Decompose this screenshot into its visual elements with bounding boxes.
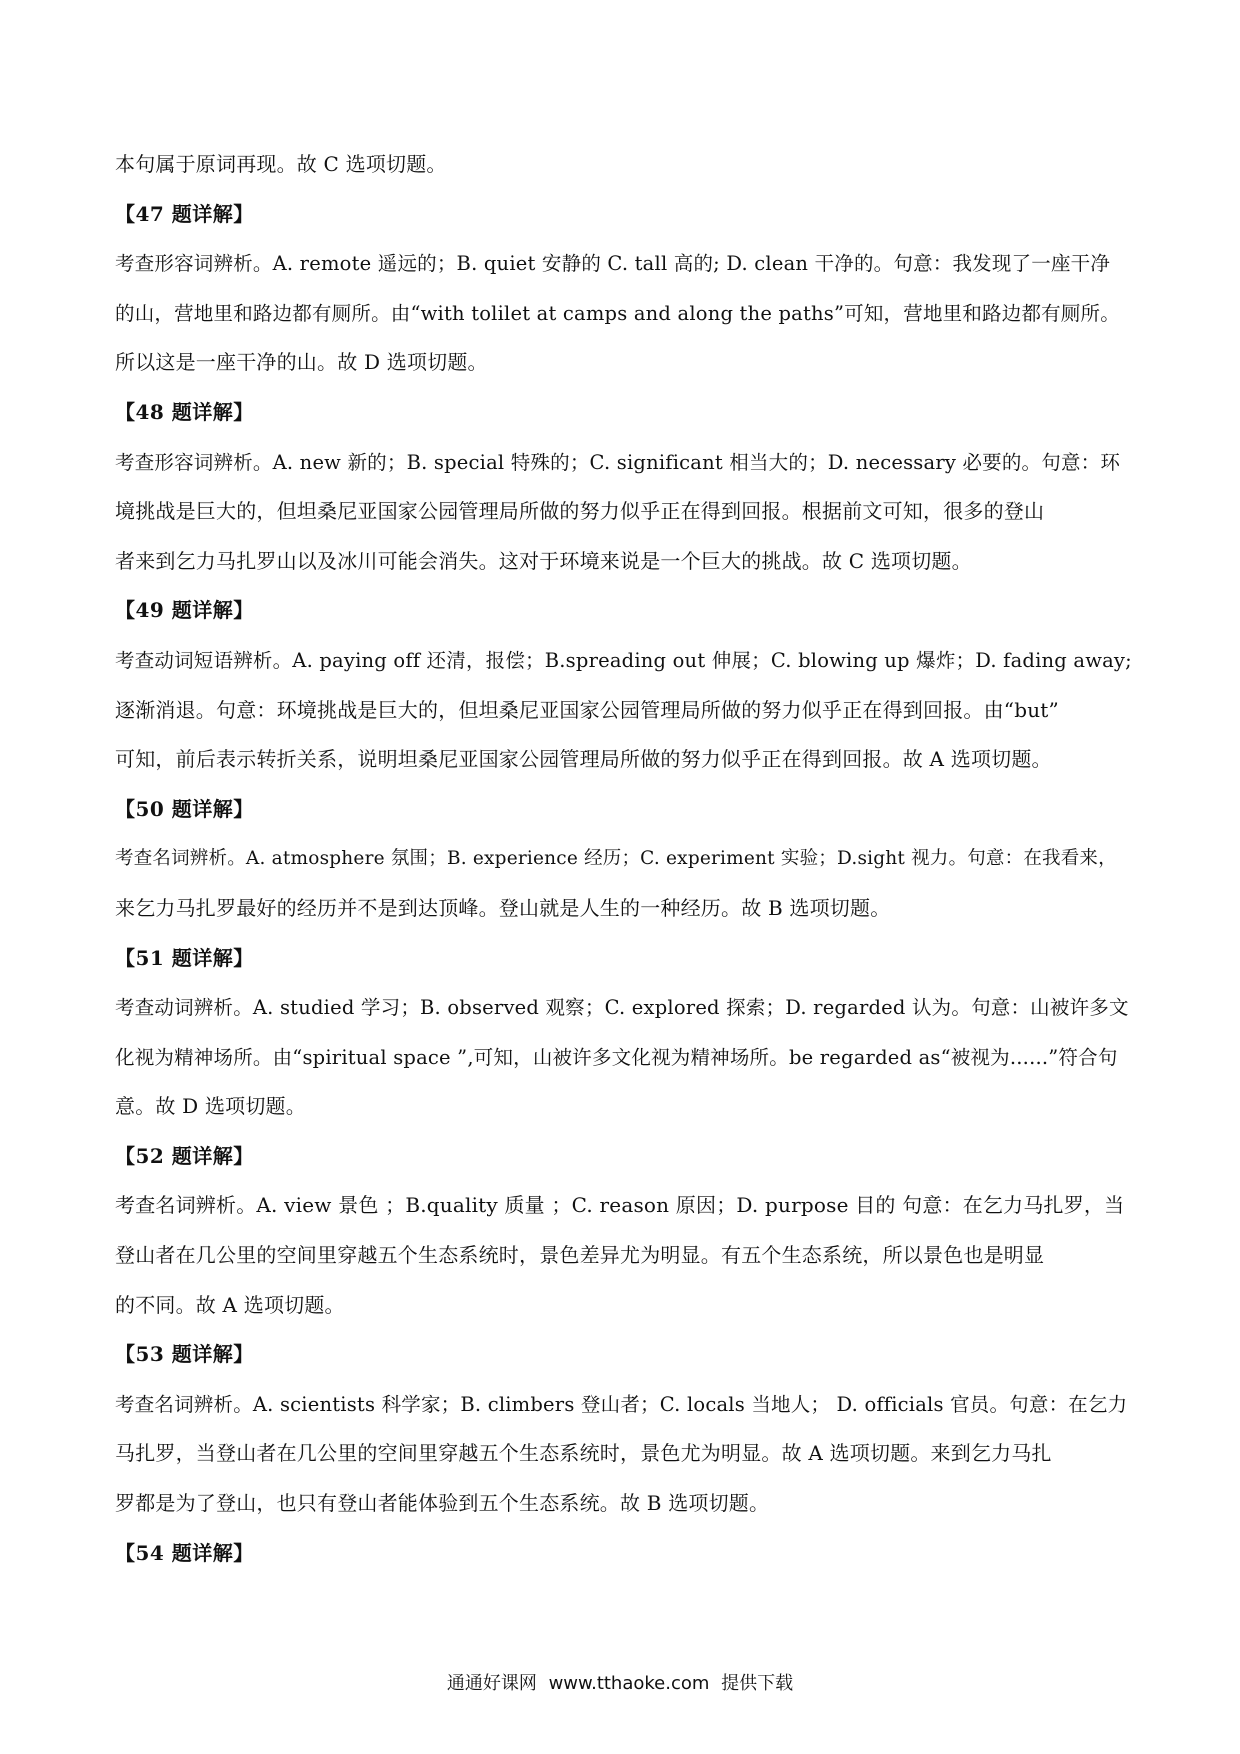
page-footer [0,1672,1240,1696]
paragraph-line: 意。故 D 选项切题。 [115,1094,306,1119]
paragraph-line: 考查名词辨析。A. atmosphere 氛围；B. experience 经历；C. experiment 实验；D.sight 视力。句意：在我看来， [115,848,1117,870]
document-body [115,152,1133,1590]
section-heading: 【49 题详解】 [115,598,254,623]
section-heading: 【52 题详解】 [115,1143,254,1168]
paragraph-line: 者来到乞力马扎罗山以及冰川可能会消失。这对于环境来说是一个巨大的挑战。故 C 选项切题。 [115,548,972,573]
paragraph-line: 化视为精神场所。由“spiritual space ”,可知，山被许多文化视为精神场所。be regarded as“被视为......”符合句 [115,1045,1118,1069]
paragraph-line: 来乞力马扎罗最好的经历并不是到达顶峰。登山就是人生的一种经历。故 B 选项切题。 [115,895,891,920]
paragraph-line: 的不同。故 A 选项切题。 [115,1292,345,1317]
paragraph-line: 所以这是一座干净的山。故 D 选项切题。 [115,350,488,375]
paragraph-line: 考查形容词辨析。A. new 新的；B. special 特殊的；C. significant 相当大的；D. necessary 必要的。句意：环 [115,450,1121,474]
paragraph-line: 考查动词辨析。A. studied 学习；B. observed 观察；C. explored 探索；D. regarded 认为。句意：山被许多文 [115,996,1129,1020]
paragraph-line: 的山，营地里和路边都有厕所。由“with tolilet at camps and along the paths”可知，营地里和路边都有厕所。 [115,301,1120,325]
paragraph-line: 考查动词短语辨析。A. paying off 还清，报偿；B.spreading out 伸展；C. blowing up 爆炸；D. fading away; [115,648,1132,672]
paragraph-line: 考查形容词辨析。A. remote 遥远的；B. quiet 安静的 C. tall 高的; D. clean 干净的。句意：我发现了一座干净 [115,252,1111,276]
section-heading: 【54 题详解】 [115,1540,254,1565]
paragraph-line: 可知，前后表示转折关系，说明坦桑尼亚国家公园管理局所做的努力似乎正在得到回报。故 A 选项切题。 [115,747,1052,772]
section-heading: 【50 题详解】 [115,796,254,821]
footer-url: www.tthaoke.com [548,1673,710,1694]
paragraph-line: 罗都是为了登山，也只有登山者能体验到五个生态系统。故 B 选项切题。 [115,1491,770,1516]
paragraph-line: 考查名词辨析。A. view 景色 ；B.quality 质量 ；C. reason 原因；D. purpose 目的 句意：在乞力马扎罗，当 [115,1193,1125,1218]
section-heading: 【51 题详解】 [115,945,254,970]
paragraph-line: 登山者在几公里的空间里穿越五个生态系统时，景色差异尤为明显。有五个生态系统，所以景色也是明显 [115,1243,1045,1268]
paragraph-line: 马扎罗，当登山者在几公里的空间里穿越五个生态系统时，景色尤为明显。故 A 选项切题。来到乞力马扎 [115,1441,1052,1466]
paragraph-line: 境挑战是巨大的，但坦桑尼亚国家公园管理局所做的努力似乎正在得到回报。根据前文可知，很多的登山 [115,499,1045,524]
footer-site-name: 通通好课网 [446,1673,537,1694]
section-heading: 【48 题详解】 [115,399,254,424]
footer-note: 提供下载 [721,1673,794,1694]
section-heading: 【47 题详解】 [115,201,254,226]
paragraph-line: 逐渐消退。句意：环境挑战是巨大的，但坦桑尼亚国家公园管理局所做的努力似乎正在得到回报。由“but” [115,697,1059,722]
paragraph-line: 本句属于原词再现。故 C 选项切题。 [115,152,447,176]
paragraph-line: 考查名词辨析。A. scientists 科学家；B. climbers 登山者；C. locals 当地人； D. officials 官员。句意：在乞力 [115,1392,1128,1416]
section-heading: 【53 题详解】 [115,1342,254,1367]
